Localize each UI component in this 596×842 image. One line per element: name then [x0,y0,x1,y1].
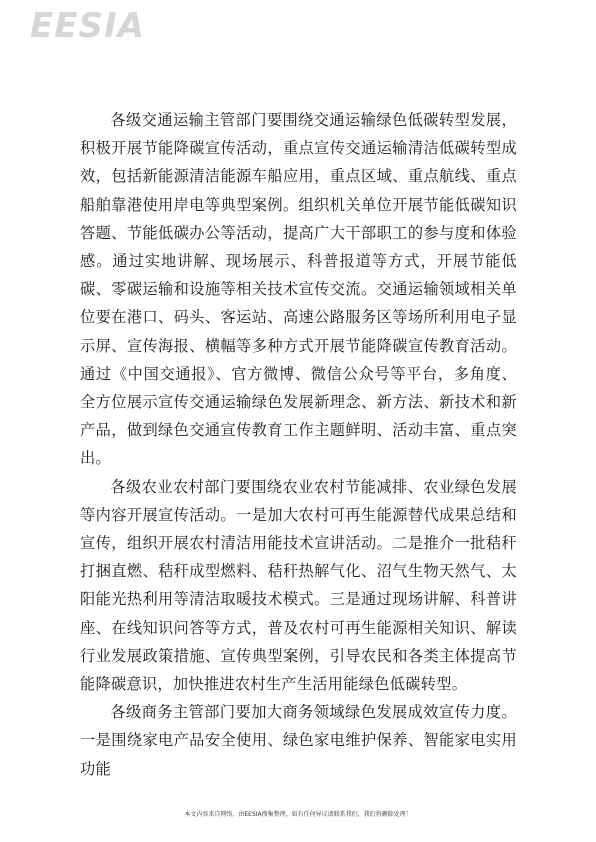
paragraph-agriculture: 各级农业农村部门要围绕农业农村节能减排、农业绿色发展等内容开展宣传活动。一是加大农村可再生能源替代成果总结和宣传，组织开展农村清洁用能技术宣讲活动。二是推介一批秸秆打捆直燃、秸秆成型燃料、秸秆热解气化、沼气生物天然气、太阳能光热利用等清洁取暖技术模式。三是通过现场讲解、科普讲座、在线知识问答等方式，普及农村可再生能源相关知识、解读行业发展政策措施、宣传典型案例，引导农民和各类主体提高节能降碳意识，加快推进农村生产生活用能绿色低碳转型。 [80,477,517,694]
eesia-logo: EESIA [30,6,145,46]
page-footer-disclaimer: 本文内容来自网络，由EESIA搜集整理，如有任何异议请联系我们，我们将删除处理！ [184,811,412,818]
document-body [80,106,517,783]
paragraph-transport: 各级交通运输主管部门要围绕交通运输绿色低碳转型发展，积极开展节能降碳宣传活动，重点宣传交通运输清洁低碳转型成效，包括新能源清洁能源车船应用，重点区域、重点航线、重点船舶靠港使用岸电等典型案例。组织机关单位开展节能低碳知识答题、节能低碳办公等活动，提高广大干部职工的参与度和体验感。通过实地讲解、现场展示、科普报道等方式，开展节能低碳、零碳运输和设施等相关技术宣传交流。交通运输领域相关单位要在港口、码头、客运站、高速公路服务区等场所利用电子显示屏、宣传海报、横幅等多种方式开展节能降碳宣传教育活动。通过《中国交通报》、官方微博、微信公众号等平台，多角度、全方位展示宣传交通运输绿色发展新理念、新方法、新技术和新产品，做到绿色交通宣传教育工作主题鲜明、活动丰富、重点突出。 [80,111,517,468]
paragraph-commerce: 各级商务主管部门要加大商务领域绿色发展成效宣传力度。一是围绕家电产品安全使用、绿色家电维护保养、智能家电实用功能 [80,703,517,778]
